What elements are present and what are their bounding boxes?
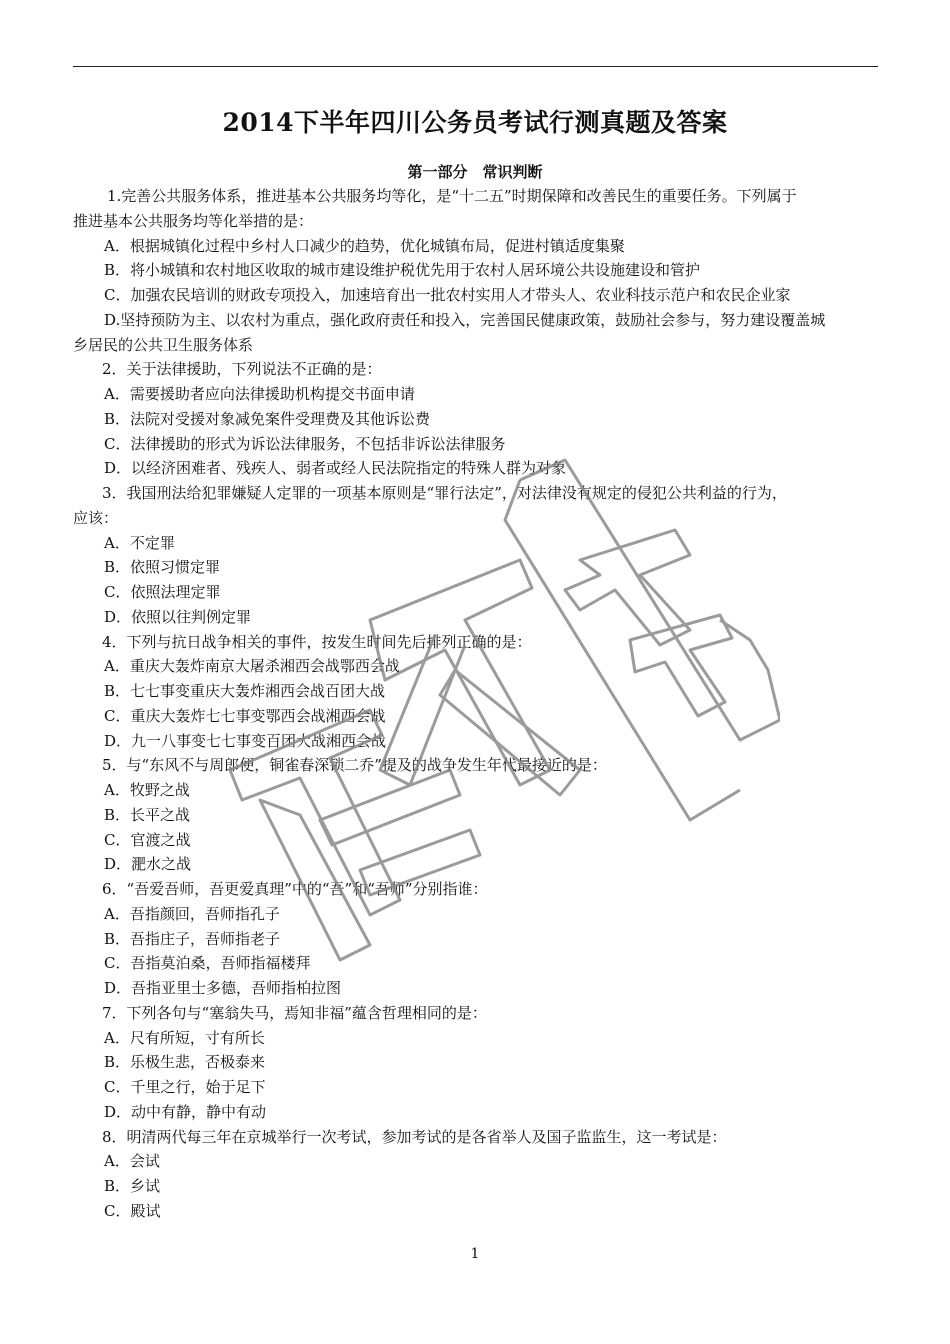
question-stem-line: 6．“吾爱吾师，吾更爱真理”中的“吾”和“吾师”分别指谁： [102, 880, 488, 898]
option-line: C．吾指莫泊桑，吾师指福楼拜 [104, 954, 311, 973]
option-line: A．尺有所短，寸有所长 [104, 1028, 265, 1047]
question-stem-line: 3．我国刑法给犯罪嫌疑人定罪的一项基本原则是“罪行法定”，对法律没有规定的侵犯公共利益的行为， [102, 484, 787, 502]
option-line: C．加强农民培训的财政专项投入，加速培育出一批农村实用人才带头人、农业科技示范户和农民企业家 [104, 286, 791, 304]
option-line: A．不定罪 [104, 533, 175, 552]
question-block [73, 630, 883, 754]
question-stem-line: 应该： [73, 508, 119, 527]
question-list [73, 184, 883, 1224]
option-line: A．需要援助者应向法律援助机构提交书面申请 [104, 385, 415, 403]
question-stem-line: 7．下列各句与“塞翁失马，焉知非福”蕴含哲理相同的是： [102, 1003, 487, 1022]
option-line: B．依照习惯定罪 [104, 558, 221, 577]
option-line: A．牧野之战 [104, 781, 190, 799]
question-block [73, 184, 883, 357]
option-line: B．乐极生悲，否极泰来 [104, 1053, 266, 1072]
option-line: A．重庆大轰炸南京大屠杀湘西会战鄂西会战 [104, 657, 400, 676]
header-rule [73, 66, 878, 67]
question-stem-line: 4．下列与抗日战争相关的事件，按发生时间先后排列正确的是： [102, 632, 532, 651]
document-title: 2014下半年四川公务员考试行测真题及答案 [222, 108, 728, 137]
page-number: 1 [470, 1246, 480, 1262]
option-line: D．依照以往判例定罪 [104, 607, 252, 626]
option-line: A．根据城镇化过程中乡村人口减少的趋势，优化城镇布局，促进村镇适度集聚 [104, 236, 625, 255]
option-line: D．淝水之战 [104, 855, 192, 874]
option-line: B．七七事变重庆大轰炸湘西会战百团大战 [104, 682, 386, 700]
option-line: C．重庆大轰炸七七事变鄂西会战湘西会战 [104, 706, 386, 725]
option-line: B．乡试 [104, 1177, 161, 1195]
option-line: A．会试 [104, 1152, 160, 1171]
question-stem-line: 8．明清两代每三年在京城举行一次考试，参加考试的是各省举人及国子监监生，这一考试是： [102, 1127, 727, 1146]
question-block [73, 753, 883, 877]
question-block [73, 357, 883, 481]
question-block [73, 481, 883, 630]
option-line: D．动中有静，静中有动 [104, 1102, 267, 1121]
section-heading: 第一部分 常识判断 [407, 163, 543, 181]
question-block [73, 877, 883, 1001]
option-line: C．官渡之战 [104, 830, 191, 849]
option-line: D．九一八事变七七事变百团大战湘西会战 [104, 731, 387, 750]
question-stem-line: 1.完善公共服务体系，推进基本公共服务均等化，是“十二五”时期保障和改善民生的重要任务。下列属于 [107, 187, 797, 205]
option-line: D．以经济困难者、残疾人、弱者或经人民法院指定的特殊人群为对象 [104, 459, 567, 478]
option-line: 乡居民的公共卫生服务体系 [73, 335, 254, 354]
option-line: D.坚持预防为主、以农村为重点，强化政府责任和投入，完善国民健康政策，鼓励社会参与，努力建设覆盖城 [104, 310, 826, 329]
option-line: A．吾指颜回，吾师指孔子 [104, 904, 280, 923]
question-block [73, 1125, 883, 1224]
question-stem-line: 2．关于法律援助，下列说法不正确的是： [102, 360, 382, 379]
question-stem-line: 推进基本公共服务均等化举措的是： [73, 211, 314, 230]
option-line: B．长平之战 [104, 805, 191, 824]
option-line: C．依照法理定罪 [104, 583, 221, 601]
option-line: B．法院对受援对象减免案件受理费及其他诉讼费 [104, 409, 431, 428]
option-line: C．殿试 [104, 1201, 161, 1220]
question-block [73, 1001, 883, 1125]
option-line: D．吾指亚里士多德，吾师指柏拉图 [104, 979, 342, 997]
option-line: C．法律援助的形式为诉讼法律服务，不包括非诉讼法律服务 [104, 434, 506, 453]
option-line: B．将小城镇和农村地区收取的城市建设维护税优先用于农村人居环境公共设施建设和管护 [104, 261, 701, 280]
question-stem-line: 5．与“东风不与周郎便，铜雀春深锁二乔”提及的战争发生年代最接近的是： [102, 756, 607, 775]
option-line: B．吾指庄子，吾师指老子 [104, 929, 281, 948]
option-line: C．千里之行，始于足下 [104, 1078, 266, 1096]
